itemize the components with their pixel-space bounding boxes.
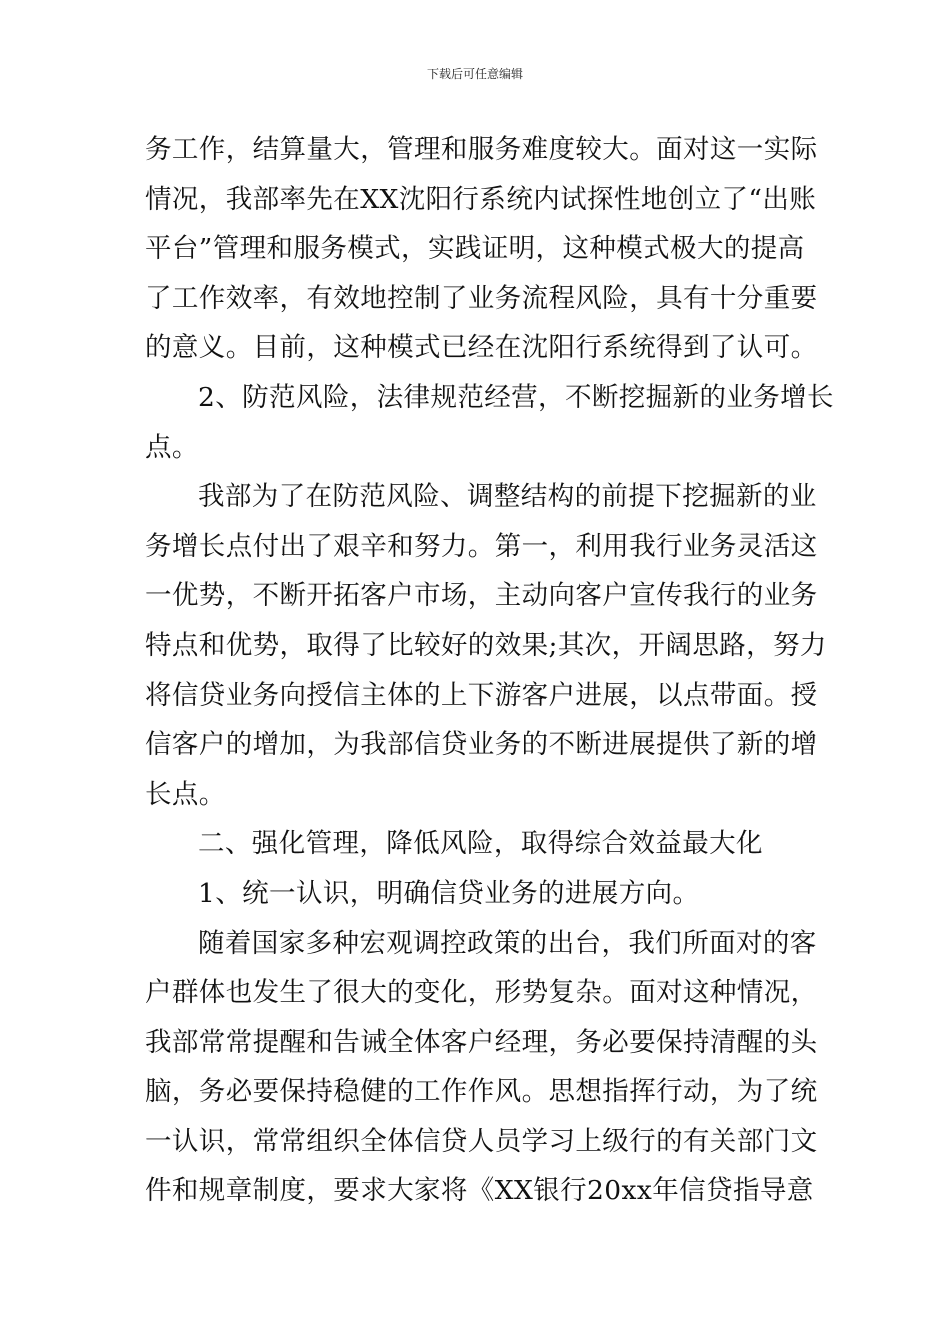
section-heading: 1、统一认识，明确信贷业务的进展方向。 bbox=[198, 877, 700, 909]
text-line: 务工作，结算量大，管理和服务难度较大。面对这一实际 bbox=[145, 134, 818, 165]
text-line: 脑，务必要保持稳健的工作作风。思想指挥行动，为了统 bbox=[145, 1076, 818, 1108]
section-heading: 2、防范风险，法律规范经营，不断挖掘新的业务增长 bbox=[198, 381, 834, 413]
text-line: 一认识，常常组织全体信贷人员学习上级行的有关部门文 bbox=[145, 1125, 818, 1157]
document-body bbox=[145, 125, 834, 1216]
paragraph-start: 我部为了在防范风险、调整结构的前提下挖掘新的业 bbox=[198, 481, 817, 513]
paragraph-start: 随着国家多种宏观调控政策的出台，我们所面对的客 bbox=[198, 927, 817, 959]
text-line: 平台”管理和服务模式，实践证明，这种模式极大的提高 bbox=[145, 233, 805, 265]
text-line: 件和规章制度，要求大家将《XX银行20xx年信贷指导意 bbox=[145, 1175, 814, 1207]
text-line: 务增长点付出了艰辛和努力。第一，利用我行业务灵活这 bbox=[145, 530, 818, 562]
text-line: 将信贷业务向授信主体的上下游客户进展，以点带面。授 bbox=[145, 679, 818, 711]
text-line: 特点和优势，取得了比较好的效果;其次，开阔思路，努力 bbox=[145, 629, 827, 661]
text-line: 情况，我部率先在XX沈阳行系统内试探性地创立了“出账 bbox=[145, 183, 817, 215]
text-line: 了工作效率，有效地控制了业务流程风险，具有十分重要 bbox=[145, 282, 818, 314]
text-line: 长点。 bbox=[145, 778, 226, 810]
chapter-heading: 二、强化管理，降低风险，取得综合效益最大化 bbox=[198, 828, 763, 860]
text-line: 我部常常提醒和告诫全体客户经理，务必要保持清醒的头 bbox=[145, 1026, 818, 1058]
text-line: 一优势，不断开拓客户市场，主动向客户宣传我行的业务 bbox=[145, 580, 818, 612]
page-header-note: 下载后可任意编辑 bbox=[426, 67, 523, 81]
text-line: 信客户的增加，为我部信贷业务的不断进展提供了新的增 bbox=[145, 729, 818, 761]
text-line: 的意义。目前，这种模式已经在沈阳行系统得到了认可。 bbox=[145, 332, 818, 364]
text-line: 户群体也发生了很大的变化，形势复杂。面对这种情况， bbox=[145, 977, 818, 1009]
text-line: 点。 bbox=[145, 431, 199, 463]
